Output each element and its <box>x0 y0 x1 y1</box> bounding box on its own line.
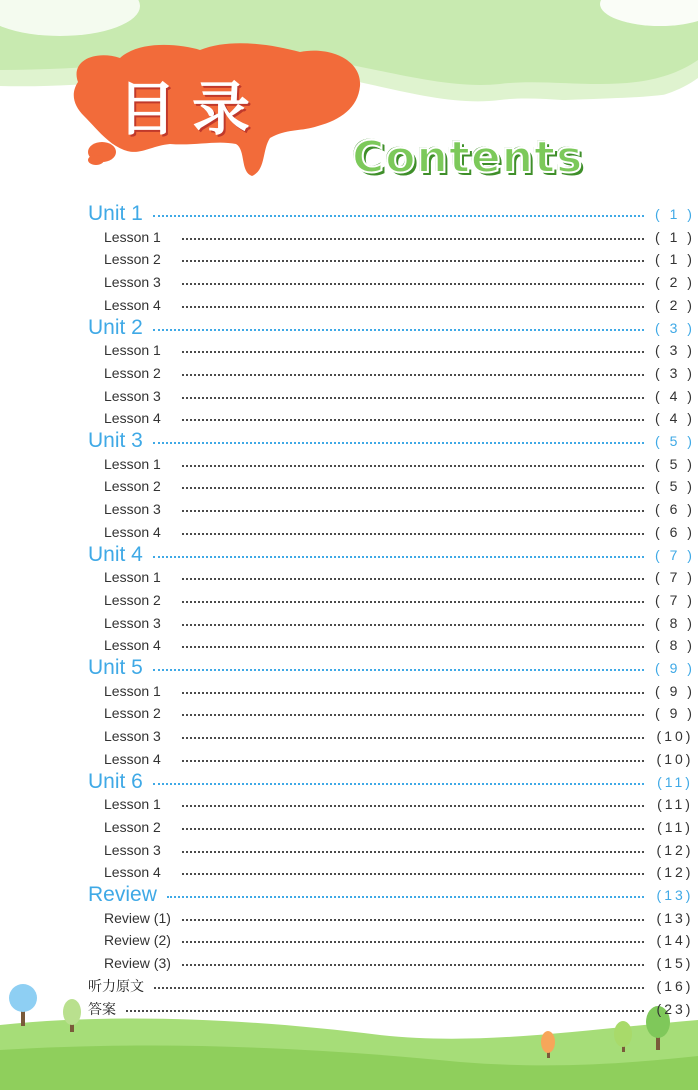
dot-leader <box>182 238 644 240</box>
toc-lesson-row <box>0 612 698 634</box>
toc-lesson-row <box>0 861 698 883</box>
toc-page-number: (10) <box>656 750 694 767</box>
toc-page-number: ( 5 ) <box>655 455 695 472</box>
toc-entry-label: Lesson 3 <box>104 274 161 291</box>
toc-entry-label: Lesson 3 <box>104 841 161 858</box>
toc-unit-row <box>0 657 698 679</box>
toc-entry-label: Unit 5 <box>88 656 143 679</box>
toc-page-number: ( 3 ) <box>655 319 695 336</box>
toc-lesson-row <box>0 566 698 588</box>
dot-leader <box>153 556 644 558</box>
toc-unit-row <box>0 884 698 906</box>
toc-page-number: (23) <box>656 1000 694 1017</box>
toc-lesson-row <box>0 362 698 384</box>
toc-lesson-row <box>0 453 698 475</box>
toc-entry-label: Lesson 4 <box>104 523 161 540</box>
dot-leader <box>182 624 644 626</box>
toc-page-number: (12) <box>656 841 694 858</box>
dot-leader <box>182 533 644 535</box>
toc-entry-label: Review (3) <box>104 955 171 972</box>
toc-page-number: ( 3 ) <box>655 364 695 381</box>
page-title-contents: Contents <box>352 132 584 183</box>
dot-leader <box>154 987 644 989</box>
toc-lesson-row <box>0 634 698 656</box>
toc-page-number: (10) <box>656 728 694 745</box>
toc-entry-label: Lesson 1 <box>104 796 161 813</box>
toc-entry-label: 答案 <box>88 1000 116 1017</box>
toc-lesson-row <box>0 702 698 724</box>
toc-entry-label: Lesson 1 <box>104 682 161 699</box>
dot-leader <box>153 783 644 785</box>
dot-leader <box>182 941 644 943</box>
toc-unit-row <box>0 317 698 339</box>
toc-page-number: (11) <box>657 796 693 813</box>
dot-leader <box>153 329 644 331</box>
dot-leader <box>182 578 644 580</box>
toc-page-number: ( 5 ) <box>655 478 695 495</box>
dot-leader <box>182 805 644 807</box>
dot-leader <box>182 919 644 921</box>
toc-entry-label: Lesson 4 <box>104 410 161 427</box>
dot-leader <box>182 397 644 399</box>
toc-entry-label: Lesson 3 <box>104 728 161 745</box>
toc-lesson-row <box>0 475 698 497</box>
toc-lesson-row <box>0 748 698 770</box>
toc-page-number: (11) <box>657 818 693 835</box>
toc-entry-label: Unit 1 <box>88 202 143 225</box>
toc-lesson-row <box>0 839 698 861</box>
toc-entry-label: Lesson 4 <box>104 750 161 767</box>
toc-entry-label: Unit 6 <box>88 769 143 793</box>
dot-leader <box>167 896 644 898</box>
toc-page-number: ( 4 ) <box>655 387 695 404</box>
dot-leader <box>182 714 644 716</box>
toc-page-number: (13) <box>656 887 694 903</box>
toc-page-number: ( 7 ) <box>655 569 695 586</box>
toc-lesson-row <box>0 680 698 702</box>
toc-lesson-row <box>0 929 698 951</box>
toc-page-number: ( 1 ) <box>655 206 695 222</box>
toc-lesson-row <box>0 952 698 974</box>
toc-entry-label: Lesson 1 <box>104 342 161 359</box>
toc-entry-label: Unit 4 <box>88 542 143 566</box>
toc-page-number: (15) <box>656 955 694 972</box>
toc-page-number: ( 9 ) <box>655 682 695 699</box>
toc-entry-label: Lesson 3 <box>104 387 161 404</box>
orange-drop-small <box>88 155 104 165</box>
dot-leader <box>182 510 644 512</box>
dot-leader <box>182 964 644 966</box>
toc-misc-row <box>0 998 698 1020</box>
toc-entry-label: Lesson 4 <box>104 637 161 654</box>
dot-leader <box>182 487 644 489</box>
toc-entry-label: Lesson 4 <box>104 296 161 313</box>
toc-lesson-row <box>0 498 698 520</box>
toc-page-number: ( 2 ) <box>655 296 695 313</box>
toc-page-number: ( 9 ) <box>655 660 695 676</box>
dot-leader <box>153 215 644 217</box>
toc-lesson-row <box>0 226 698 248</box>
toc-lesson-row <box>0 294 698 316</box>
toc-lesson-row <box>0 816 698 838</box>
dot-leader <box>182 283 644 285</box>
toc-entry-label: Review (1) <box>104 909 171 926</box>
toc-page-number: ( 4 ) <box>655 410 695 427</box>
toc-entry-label: Review <box>88 883 157 906</box>
dot-leader <box>182 374 644 376</box>
toc-entry-label: Lesson 1 <box>104 569 161 586</box>
toc-page-number: ( 3 ) <box>655 342 695 359</box>
toc-page-number: (14) <box>656 932 694 949</box>
toc-lesson-row <box>0 793 698 815</box>
toc-lesson-row <box>0 907 698 929</box>
toc-entry-label: Lesson 2 <box>104 364 161 381</box>
toc-entry-label: Lesson 2 <box>104 818 161 835</box>
toc-lesson-row <box>0 521 698 543</box>
toc-page-number: (11) <box>657 773 693 790</box>
toc-lesson-row <box>0 248 698 270</box>
toc-page-number: ( 2 ) <box>655 274 695 291</box>
toc-lesson-row <box>0 385 698 407</box>
toc-page-number: ( 5 ) <box>655 433 695 449</box>
toc-page-number: ( 8 ) <box>655 637 695 654</box>
toc-entry-label: Lesson 2 <box>104 591 161 608</box>
dot-leader <box>182 646 644 648</box>
dot-leader <box>182 601 644 603</box>
toc-entry-label: Lesson 1 <box>104 228 161 245</box>
toc-entry-label: 听力原文 <box>88 977 144 994</box>
toc-unit-row <box>0 430 698 452</box>
toc-page-number: ( 6 ) <box>655 501 695 518</box>
toc-entry-label: Lesson 2 <box>104 251 161 268</box>
toc-page-number: ( 7 ) <box>655 546 695 563</box>
toc-page-number: (12) <box>656 864 694 881</box>
toc-entry-label: Lesson 4 <box>104 864 161 881</box>
toc-entry-label: Review (2) <box>104 932 171 949</box>
toc-lesson-row <box>0 271 698 293</box>
dot-leader <box>182 260 644 262</box>
dot-leader <box>182 873 644 875</box>
toc-lesson-row <box>0 589 698 611</box>
dot-leader <box>182 419 644 421</box>
toc-lesson-row <box>0 339 698 361</box>
toc-page-number: ( 1 ) <box>655 228 695 245</box>
page-title-chinese: 目录 <box>118 75 267 143</box>
toc-page-number: (13) <box>656 909 694 926</box>
toc-page-number: ( 1 ) <box>655 251 695 268</box>
dot-leader <box>182 306 644 308</box>
toc-entry-label: Lesson 3 <box>104 501 161 518</box>
dot-leader <box>182 737 644 739</box>
dot-leader <box>153 442 644 444</box>
dot-leader <box>182 760 644 762</box>
toc-entry-label: Lesson 2 <box>104 705 161 722</box>
dot-leader <box>153 669 644 671</box>
toc-lesson-row <box>0 407 698 429</box>
dot-leader <box>182 465 644 467</box>
toc-page-number: ( 9 ) <box>655 705 695 722</box>
toc-page-number: ( 6 ) <box>655 523 695 540</box>
toc-unit-row <box>0 771 698 793</box>
toc-unit-row <box>0 544 698 566</box>
dot-leader <box>126 1010 644 1012</box>
toc-unit-row <box>0 203 698 225</box>
toc-entry-label: Unit 2 <box>88 315 143 339</box>
toc-page-number: ( 7 ) <box>655 591 695 608</box>
toc-misc-row <box>0 975 698 997</box>
toc-entry-label: Lesson 2 <box>104 478 161 495</box>
dot-leader <box>182 692 644 694</box>
dot-leader <box>182 351 644 353</box>
toc-page-number: (16) <box>656 977 694 994</box>
toc-lesson-row <box>0 725 698 747</box>
toc-entry-label: Lesson 1 <box>104 455 161 472</box>
toc-entry-label: Unit 3 <box>88 429 143 452</box>
dot-leader <box>182 828 644 830</box>
toc-entry-label: Lesson 3 <box>104 614 161 631</box>
dot-leader <box>182 851 644 853</box>
toc-page-number: ( 8 ) <box>655 614 695 631</box>
